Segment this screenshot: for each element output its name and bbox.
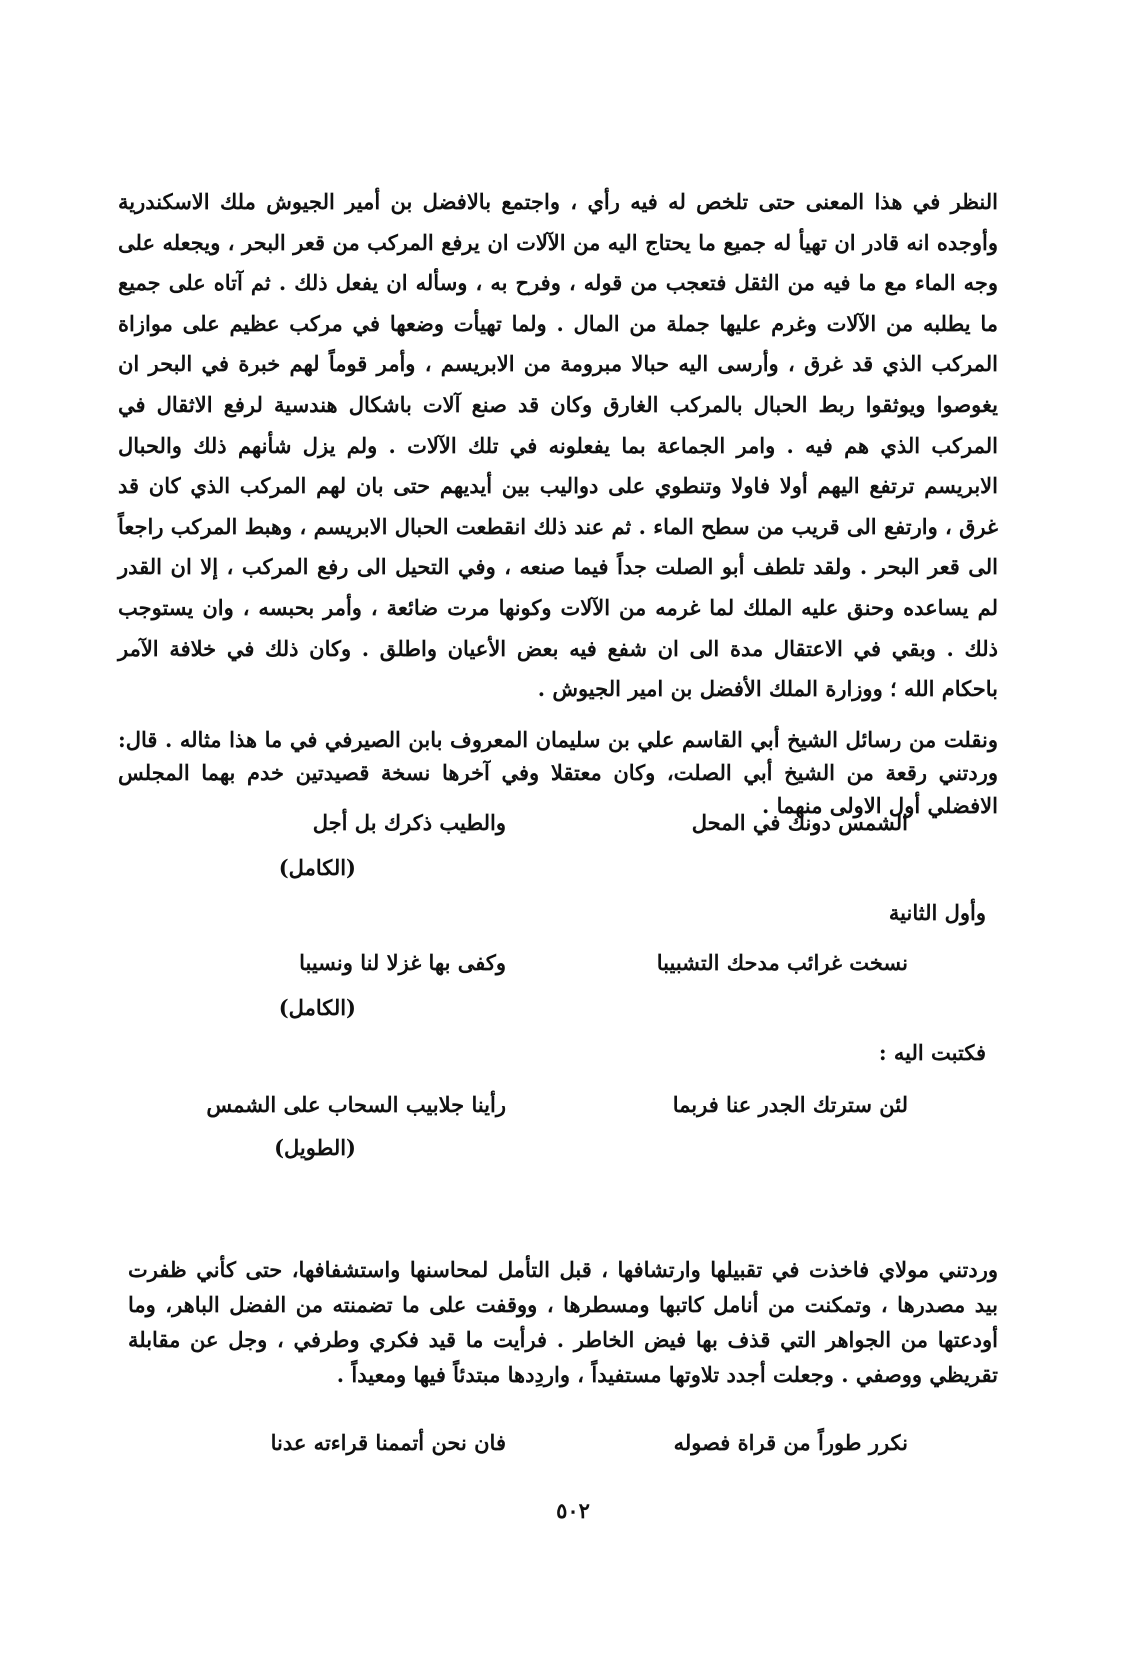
verse-4-first-hemistich: نكرر طوراً من قراة فصوله: [673, 1430, 908, 1455]
verse-1-meter: (الكامل): [278, 855, 356, 880]
verse-3-meter: (الطويل): [274, 1135, 356, 1160]
paragraph-reply-letter: وردتني مولاي فاخذت في تقبيلها وارتشافها ، قبل التأمل لمحاسنها واستشفافها، حتى كأني ظفرت بيد مصدرها ، وتمكنت من أنامل كاتبها ومسطرها ، ووقفت على ما تضمنته من الفضل الباهر، وما أودعتها من الجواهر التي قذف بها فيض الخاطر . فرأيت ما قيد فكري وطرفي ، وجل عن مقابلة تقريظي ووصفي . وجعلت أجدد تلاوتها مستفيداً ، واردِدها مبتدئاً فيها ومعيداً .: [128, 1257, 998, 1387]
verse-1-second-hemistich: والطيب ذكرك بل أجل: [312, 810, 506, 835]
reply-label: فكتبت اليه :: [878, 1040, 986, 1065]
second-poem-label: وأول الثانية: [888, 900, 986, 925]
verse-3-second-hemistich: رأينا جلابيب السحاب على الشمس: [206, 1092, 506, 1117]
paragraph-ship-salvage: النظر في هذا المعنى حتى تلخص له فيه رأي ، واجتمع بالافضل بن أمير الجيوش ملك الاسكندرية وأوجده انه قادر ان تهيأ له جميع ما يحتاج اليه من الآلات ان يرفع المركب من قعر البحر ، ويجعله على وجه الماء مع ما فيه من الثقل فتعجب من قوله ، وفرح به ، وسأله ان يفعل ذلك . ثم آتاه على جميع ما يطلبه من الآلات وغرم عليها جملة من المال . ولما تهيأت وضعها في مركب عظيم على موازاة المركب الذي قد غرق ، وأرسى اليه حبالا مبرومة من الابريسم ، وأمر قوماً لهم خبرة في البحر ان يغوصوا ويوثقوا ربط الحبال بالمركب الغارق وكان قد صنع آلات باشكال هندسية لرفع الاثقال في المركب الذي هم فيه . وامر الجماعة بما يفعلونه في تلك الآلات . ولم يزل شأنهم ذلك والحبال الابريسم ترتفع اليهم أولا فاولا وتنطوي على دواليب بين أيديهم حتى بان لهم المركب الذي كان قد غرق ، وارتفع الى قريب من سطح الماء . ثم عند ذلك انقطعت الحبال الابريسم ، وهبط المركب راجعاً الى قعر البحر . ولقد تلطف أبو الصلت جداً فيما صنعه ، وفي التحيل الى رفع المركب ، إلا ان القدر لم يساعده وحنق عليه الملك لما غرمه من الآلات وكونها مرت ضائعة ، وأمر بحبسه ، وان يستوجب ذلك . وبقي في الاعتقال مدة الى ان شفع فيه بعض الأعيان واطلق . وكان ذلك في خلافة الآمر باحكام الله ؛ ووزارة الملك الأفضل بن امير الجيوش .: [118, 189, 998, 702]
paragraph-letters-intro: ونقلت من رسائل الشيخ أبي القاسم علي بن سليمان المعروف بابن الصيرفي في ما هذا مثاله . قال: وردتني رقعة من الشيخ أبي الصلت، وكان معتقلا وفي آخرها نسخة قصيدتين خدم بهما المجلس الافضلي أول الاولى منهما .: [118, 727, 998, 818]
verse-4-second-hemistich: فان نحن أتممنا قراءته عدنا: [270, 1430, 506, 1455]
verse-2-first-hemistich: نسخت غرائب مدحك التشبيبا: [656, 950, 908, 975]
verse-3-first-hemistich: لئن سترتك الجدر عنا فربما: [672, 1092, 908, 1117]
verse-2-second-hemistich: وكفى بها غزلا لنا ونسيبا: [299, 950, 506, 975]
verse-2-meter: (الكامل): [278, 995, 356, 1020]
verse-1-first-hemistich: الشمس دونك في المحل: [691, 810, 908, 835]
page-number: ٥٠٢: [556, 1498, 590, 1523]
